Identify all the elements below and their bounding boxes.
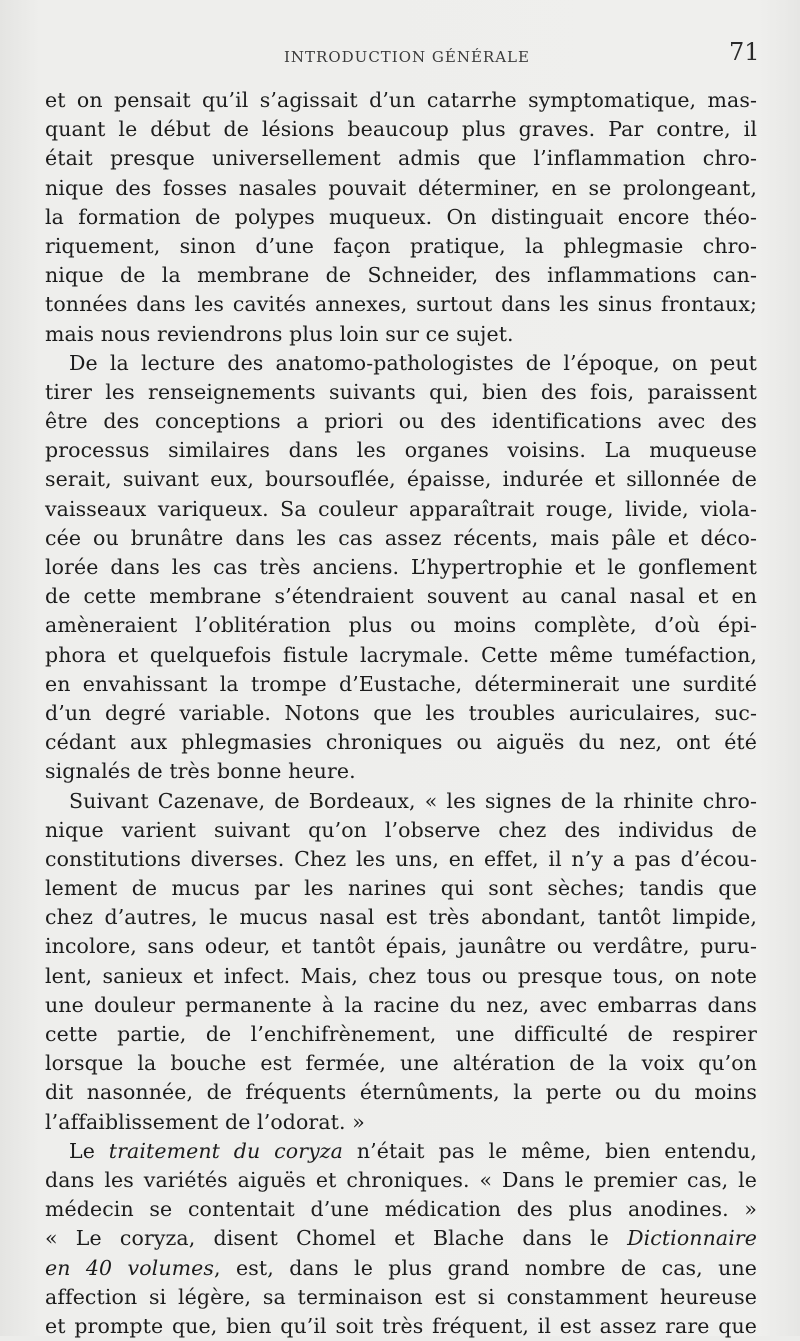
text-line: Suivant Cazenave, de Bordeaux, « les signes de la rhinite chro-	[69, 788, 757, 813]
text-line: en envahissant la trompe d’Eustache, déterminerait une surdité	[45, 671, 757, 696]
text-line: nique de la membrane de Schneider, des inflammations can-	[45, 263, 757, 288]
text-line: l’affaiblissement de l’odorat. »	[45, 1109, 365, 1134]
text-run: n’était pas le même, bien entendu,	[343, 1138, 757, 1163]
text-line: dit nasonnée, de fréquents éternûments, la perte ou du moins	[45, 1080, 757, 1105]
text-line: la formation de polypes muqueux. On distinguait encore théo-	[45, 204, 757, 229]
text-line: quant le début de lésions beaucoup plus graves. Par contre, il	[45, 117, 757, 142]
text-line: tonnées dans les cavités annexes, surtout dans les sinus frontaux;	[45, 292, 757, 317]
text-run: Le	[69, 1138, 109, 1163]
text-line: lement de mucus par les narines qui sont sèches; tandis que	[45, 876, 757, 901]
text-line: signalés de très bonne heure.	[45, 759, 356, 784]
text-line: nique varient suivant qu’on l’observe chez des individus de	[45, 817, 757, 842]
text-line: de cette membrane s’étendraient souvent au canal nasal et en	[45, 584, 757, 609]
text-line: d’un degré variable. Notons que les troubles auriculaires, suc-	[45, 700, 757, 725]
text-line: être des conceptions a priori ou des identifications avec des	[45, 409, 757, 434]
text-line	[45, 1254, 757, 1283]
text-line: chez d’autres, le mucus nasal est très abondant, tantôt limpide,	[45, 905, 757, 930]
text-line: médecin se contentait d’une médication des plus anodines. »	[45, 1197, 757, 1222]
text-line: nique des fosses nasales pouvait déterminer, en se prolongeant,	[45, 175, 757, 200]
text-line	[45, 1137, 757, 1166]
text-line: et on pensait qu’il s’agissait d’un catarrhe symptomatique, mas-	[45, 88, 757, 112]
text-run: , est, dans le plus grand nombre de cas, une	[214, 1255, 758, 1280]
text-line: De la lecture des anatomo-pathologistes de l’époque, on peut	[69, 350, 757, 375]
text-line: cette partie, de l’enchifrènement, une difficulté de respirer	[45, 1022, 757, 1046]
body-text	[45, 86, 757, 1341]
text-line: était presque universellement admis que l’inflammation chro-	[45, 146, 757, 171]
text-line: riquement, sinon d’une façon pratique, la phlegmasie chro-	[45, 233, 757, 258]
text-line: vaisseaux variqueux. Sa couleur apparaîtrait rouge, livide, viola-	[45, 496, 757, 521]
italic-emphasis: traitement du coryza	[108, 1138, 343, 1163]
text-line: mais nous reviendrons plus loin sur ce sujet.	[45, 321, 514, 346]
text-line: lent, sanieux et infect. Mais, chez tous ou presque tous, on note	[45, 963, 757, 988]
italic-title: Dictionnaire	[627, 1226, 757, 1251]
text-run: « Le coryza, disent Chomel et Blache dans le	[45, 1226, 628, 1251]
text-line: phora et quelquefois fistule lacrymale. Cette même tuméfaction,	[45, 642, 757, 667]
text-line: amèneraient l’oblitération plus ou moins complète, d’où épi-	[45, 613, 757, 638]
italic-title: en 40 volumes	[45, 1255, 215, 1280]
text-line: affection si légère, sa terminaison est si constamment heureuse	[45, 1284, 757, 1309]
text-line: tirer les renseignements suivants qui, bien des fois, paraissent	[45, 379, 757, 404]
text-line: incolore, sans odeur, et tantôt épais, jaunâtre ou verdâtre, puru-	[45, 934, 757, 959]
text-line: et prompte que, bien qu’il soit très fréquent, il est assez rare que	[45, 1313, 757, 1338]
text-line: une douleur permanente à la racine du nez, avec embarras dans	[45, 992, 757, 1017]
text-line: lorée dans les cas très anciens. L’hypertrophie et le gonflement	[45, 555, 757, 579]
text-line: processus similaires dans les organes voisins. La muqueuse	[45, 438, 757, 463]
page-header	[0, 34, 800, 74]
text-line: constitutions diverses. Chez les uns, en effet, il n’y a pas d’écou-	[45, 846, 757, 871]
text-line: cédant aux phlegmasies chroniques ou aiguës du nez, ont été	[45, 730, 757, 755]
text-line: serait, suivant eux, boursouflée, épaisse, indurée et sillonnée de	[45, 467, 757, 492]
text-line	[45, 1224, 757, 1253]
page-number: 71	[729, 38, 760, 66]
text-line: lorsque la bouche est fermée, une altération de la voix qu’on	[45, 1051, 757, 1076]
running-head: INTRODUCTION GÉNÉRALE	[284, 48, 530, 66]
text-line: dans les variétés aiguës et chroniques. « Dans le premier cas, le	[45, 1167, 757, 1192]
text-line: cée ou brunâtre dans les cas assez récents, mais pâle et déco-	[45, 525, 757, 550]
